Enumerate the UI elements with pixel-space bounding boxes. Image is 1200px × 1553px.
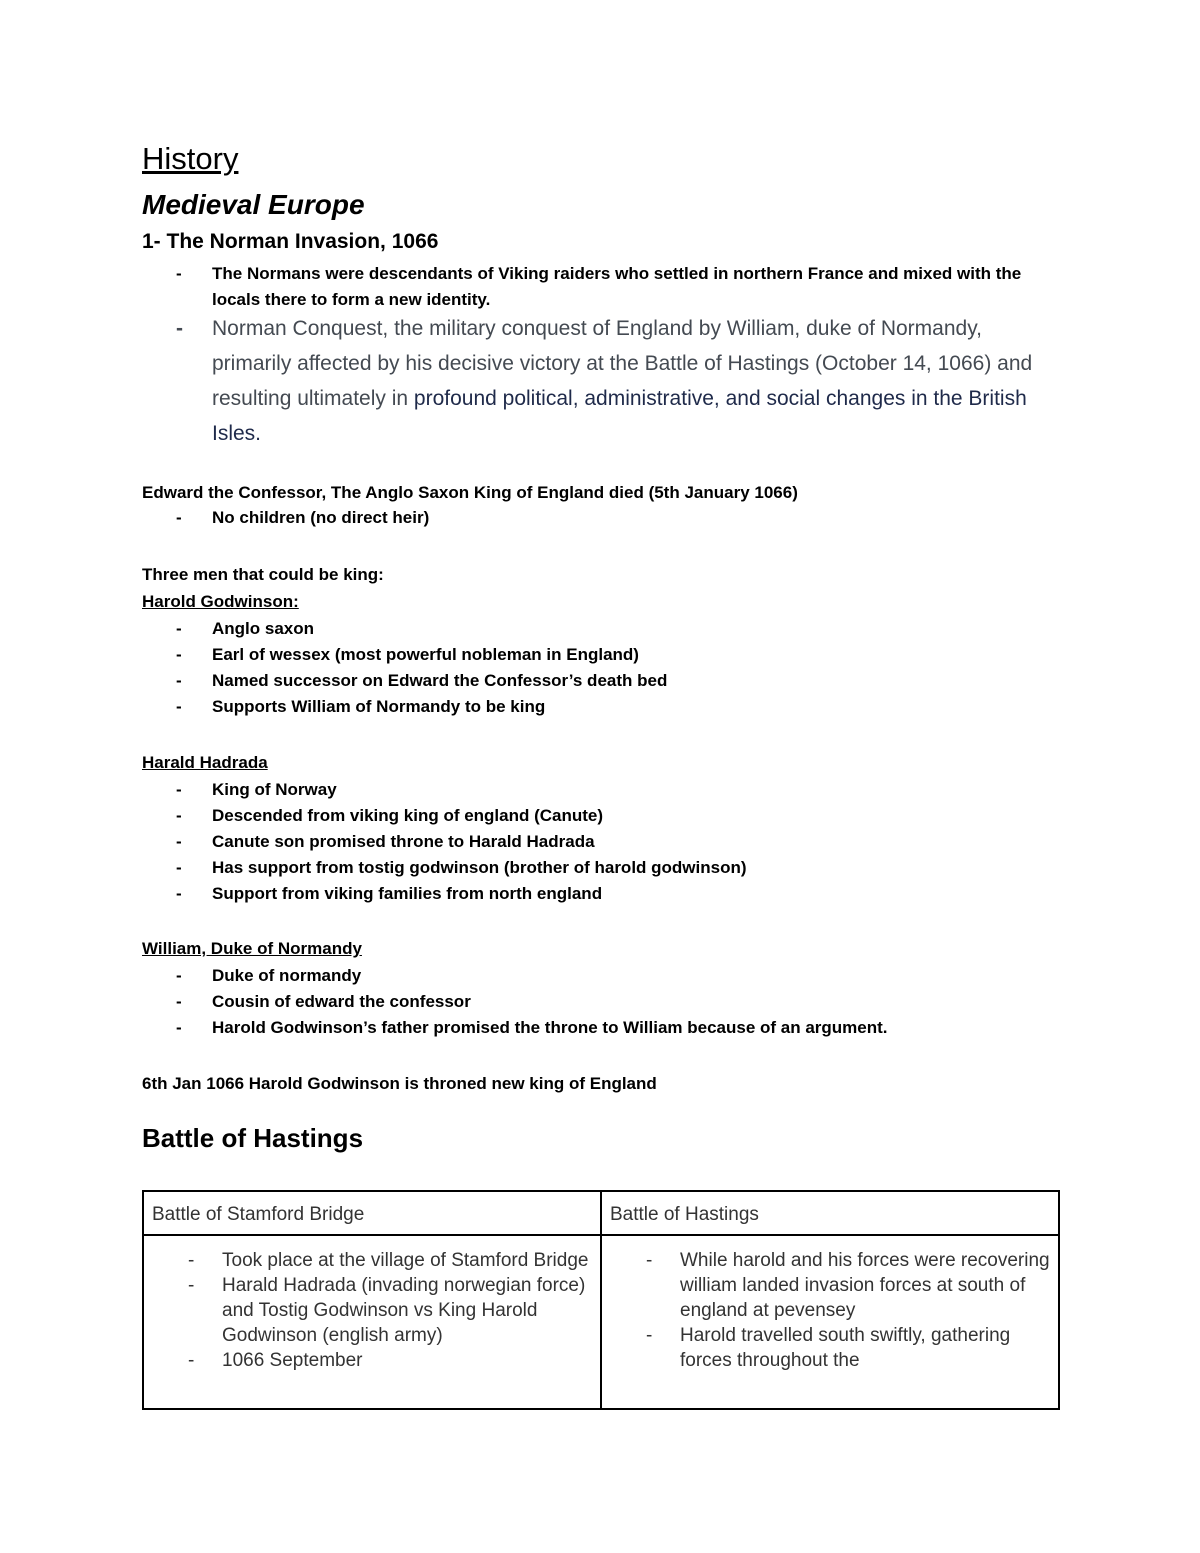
list-item: - Harold travelled south swiftly, gathering forces throughout the <box>602 1323 1050 1373</box>
edward-line: Edward the Confessor, The Anglo Saxon King of England died (5th January 1066) <box>142 483 798 502</box>
list-item: - Duke of normandy <box>142 963 888 989</box>
list-item: - While harold and his forces were recovering william landed invasion forces at south of england at pevensey <box>602 1248 1050 1323</box>
list-item: - The Normans were descendants of Viking raiders who settled in northern France and mixed with the locals there to form a new identity. <box>142 261 1022 313</box>
harold-bullets <box>142 616 667 720</box>
three-men-line: Three men that could be king: <box>142 565 384 584</box>
list-item: - Anglo saxon <box>142 616 667 642</box>
hastings-list <box>602 1248 1050 1373</box>
list-item: - Has support from tostig godwinson (brother of harold godwinson) <box>142 855 747 881</box>
battles-table <box>142 1190 1060 1410</box>
list-item: - Supports William of Normandy to be king <box>142 694 667 720</box>
norman-bullets-large <box>142 311 1042 451</box>
document-subtitle: Medieval Europe <box>142 189 365 220</box>
table-cell-hastings <box>601 1235 1059 1409</box>
list-item: - Named successor on Edward the Confessor’s death bed <box>142 668 667 694</box>
table-header-cell: Battle of Hastings <box>601 1191 1059 1235</box>
harald-heading: Harald Hadrada <box>142 753 268 772</box>
list-item: - No children (no direct heir) <box>142 505 429 531</box>
edward-bullets <box>142 505 429 531</box>
list-item: - Descended from viking king of england (Canute) <box>142 803 747 829</box>
william-bullets <box>142 963 888 1041</box>
table-header-cell: Battle of Stamford Bridge <box>143 1191 601 1235</box>
list-item <box>142 311 1042 451</box>
william-heading: William, Duke of Normandy <box>142 939 362 958</box>
throned-line: 6th Jan 1066 Harold Godwinson is throned new king of England <box>142 1074 657 1093</box>
table-header-row <box>143 1191 1059 1235</box>
list-item: - Support from viking families from north england <box>142 881 747 907</box>
table-row <box>143 1235 1059 1409</box>
bullet-text-emphasis: profound political, administrative, and social changes in the British Isles. <box>212 387 1027 445</box>
list-item: - King of Norway <box>142 777 747 803</box>
stamford-list <box>144 1248 592 1373</box>
table-cell-stamford <box>143 1235 601 1409</box>
harald-bullets <box>142 777 747 907</box>
list-item: - Earl of wessex (most powerful nobleman in England) <box>142 642 667 668</box>
list-item: - Cousin of edward the confessor <box>142 989 888 1015</box>
norman-bullets-small <box>142 261 1022 313</box>
list-item: - Took place at the village of Stamford Bridge <box>144 1248 592 1273</box>
document-title: History <box>142 141 239 176</box>
list-item: - Harald Hadrada (invading norwegian force) and Tostig Godwinson vs King Harold Godwinson (english army) <box>144 1273 592 1348</box>
battle-heading: Battle of Hastings <box>142 1123 364 1153</box>
section-heading-norman-invasion: 1- The Norman Invasion, 1066 <box>142 230 439 253</box>
list-item: - Canute son promised throne to Harald Hadrada <box>142 829 747 855</box>
bullet-text: Norman Conquest, the military conquest of England by William, duke of Normandy, primarily affected by his decisive victory at the Battle of Hastings (October 14, 1066) and resulting ultimately in <box>212 317 1033 410</box>
list-item: - 1066 September <box>144 1348 592 1373</box>
list-item: - Harold Godwinson’s father promised the throne to William because of an argument. <box>142 1015 888 1041</box>
harold-heading: Harold Godwinson: <box>142 592 299 611</box>
